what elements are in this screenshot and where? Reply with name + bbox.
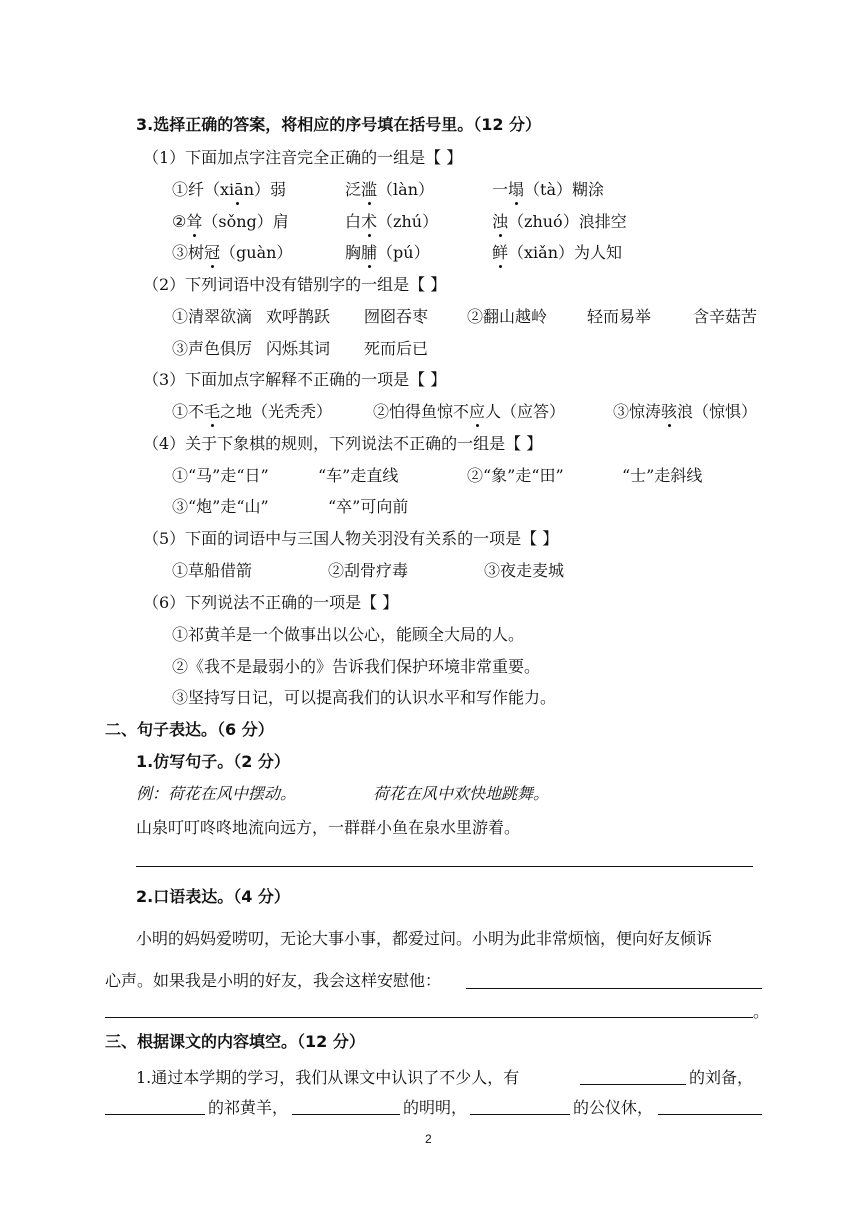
q3-1-option-1c: 一塌（tà）糊涂: [492, 180, 605, 199]
q3-4-option: ②“象”走“田”: [467, 466, 564, 485]
fill-text: 的刘备，: [689, 1068, 754, 1087]
q3-2-option: 闪烁其词: [266, 339, 331, 358]
q3-1-option-3c: 鲜（xiǎn）为人知: [492, 243, 623, 262]
q3-1-option-2b: 白术（zhú）: [345, 212, 439, 231]
fill-text: 的公仪休，: [573, 1098, 654, 1117]
answer-line[interactable]: [466, 988, 762, 989]
q3-4-option: “车”走直线: [318, 466, 399, 485]
blank[interactable]: [658, 1098, 762, 1115]
q3-2-option: ②翻山越岭: [467, 307, 548, 326]
answer-line[interactable]: [105, 1017, 753, 1018]
q3-3-stem: （3）下面加点字解释不正确的一项是【 】: [143, 370, 447, 389]
q3-2-option: 囫囵吞枣: [364, 307, 429, 326]
q3-4-stem: （4）关于下象棋的规则，下列说法不正确的一组是【 】: [143, 434, 543, 453]
q3-2-option: 含辛菇苦: [693, 307, 758, 326]
q3-2-option: 欢呼鹊跃: [266, 307, 331, 326]
q3-5-option: ①草船借箭: [172, 561, 253, 580]
imitation-sentence: 山泉叮叮咚咚地流向远方，一群群小鱼在泉水里游着。: [136, 818, 521, 837]
section-2-part-2-title: 2.口语表达。（4 分）: [136, 887, 290, 906]
q3-6-line: ②《我不是最弱小的》告诉我们保护环境非常重要。: [172, 657, 541, 676]
q3-6-line: ①祁黄羊是一个做事出以公心，能顾全大局的人。: [172, 625, 525, 644]
q3-2-option: ③声色俱厉: [172, 339, 253, 358]
q3-1-option-2a: ②耸（sǒng）肩: [172, 212, 289, 231]
end-mark: 。: [753, 1002, 770, 1021]
q3-5-option: ②刮骨疗毒: [328, 561, 409, 580]
answer-line[interactable]: [136, 866, 753, 867]
q3-2-stem: （2）下列词语中没有错别字的一组是【 】: [143, 275, 447, 294]
q3-1-stem: （1）下面加点字注音完全正确的一组是【 】: [143, 148, 463, 167]
q3-4-option: ③“炮”走“山”: [172, 497, 269, 516]
q3-1-option-1a: ①纤（xiān）弱: [172, 180, 287, 199]
q3-6-stem: （6）下列说法不正确的一项是【 】: [143, 593, 399, 612]
q3-1-option-2c: 浊（zhuó）浪排空: [492, 212, 627, 231]
q3-5-stem: （5）下面的词语中与三国人物关羽没有关系的一项是【 】: [143, 529, 559, 548]
q3-2-option: ①清翠欲滴: [172, 307, 253, 326]
q3-2-option: 死而后已: [364, 339, 429, 358]
blank[interactable]: [105, 1098, 205, 1115]
oral-prompt-line-1: 小明的妈妈爱唠叨，无论大事小事，都爱过问。小明为此非常烦恼，便向好友倾诉: [136, 929, 713, 948]
section-3-heading: 三、根据课文的内容填空。（12 分）: [105, 1032, 365, 1051]
section-2-heading: 二、句子表达。（6 分）: [105, 720, 274, 739]
q3-4-option: “卒”可向前: [328, 497, 409, 516]
q3-3-option-b: ②怕得鱼惊不应人（应答）: [373, 402, 566, 421]
blank[interactable]: [580, 1068, 686, 1085]
page-number: 2: [425, 1132, 432, 1146]
q3-1-option-3a: ③树冠（guàn）: [172, 243, 293, 262]
blank[interactable]: [470, 1098, 570, 1115]
q3-3-option-a: ①不毛之地（光秃秃）: [172, 402, 333, 421]
example-imitation: 荷花在风中欢快地跳舞。: [373, 784, 550, 803]
question-3-title: 3.选择正确的答案，将相应的序号填在括号里。（12 分）: [136, 115, 542, 134]
fill-text: 1.通过本学期的学习，我们从课文中认识了不少人，有: [136, 1068, 520, 1087]
oral-prompt-line-2: 心声。如果我是小明的好友，我会这样安慰他：: [105, 971, 442, 990]
blank[interactable]: [292, 1098, 400, 1115]
q3-4-option: ①“马”走“日”: [172, 466, 269, 485]
q3-2-option: 轻而易举: [587, 307, 652, 326]
q3-4-option: “士”走斜线: [622, 466, 703, 485]
fill-text: 的明明，: [403, 1098, 468, 1117]
q3-3-option-c: ③惊涛骇浪（惊惧）: [613, 402, 758, 421]
q3-1-option-1b: 泛滥（làn）: [345, 180, 434, 199]
example-original: 例：荷花在风中摆动。: [136, 784, 297, 803]
q3-6-line: ③坚持写日记，可以提高我们的认识水平和写作能力。: [172, 688, 557, 707]
q3-5-option: ③夜走麦城: [484, 561, 565, 580]
fill-text: 的祁黄羊，: [208, 1098, 289, 1117]
q3-1-option-3b: 胸脯（pú）: [345, 243, 430, 262]
section-2-part-1-title: 1.仿写句子。（2 分）: [136, 752, 290, 771]
